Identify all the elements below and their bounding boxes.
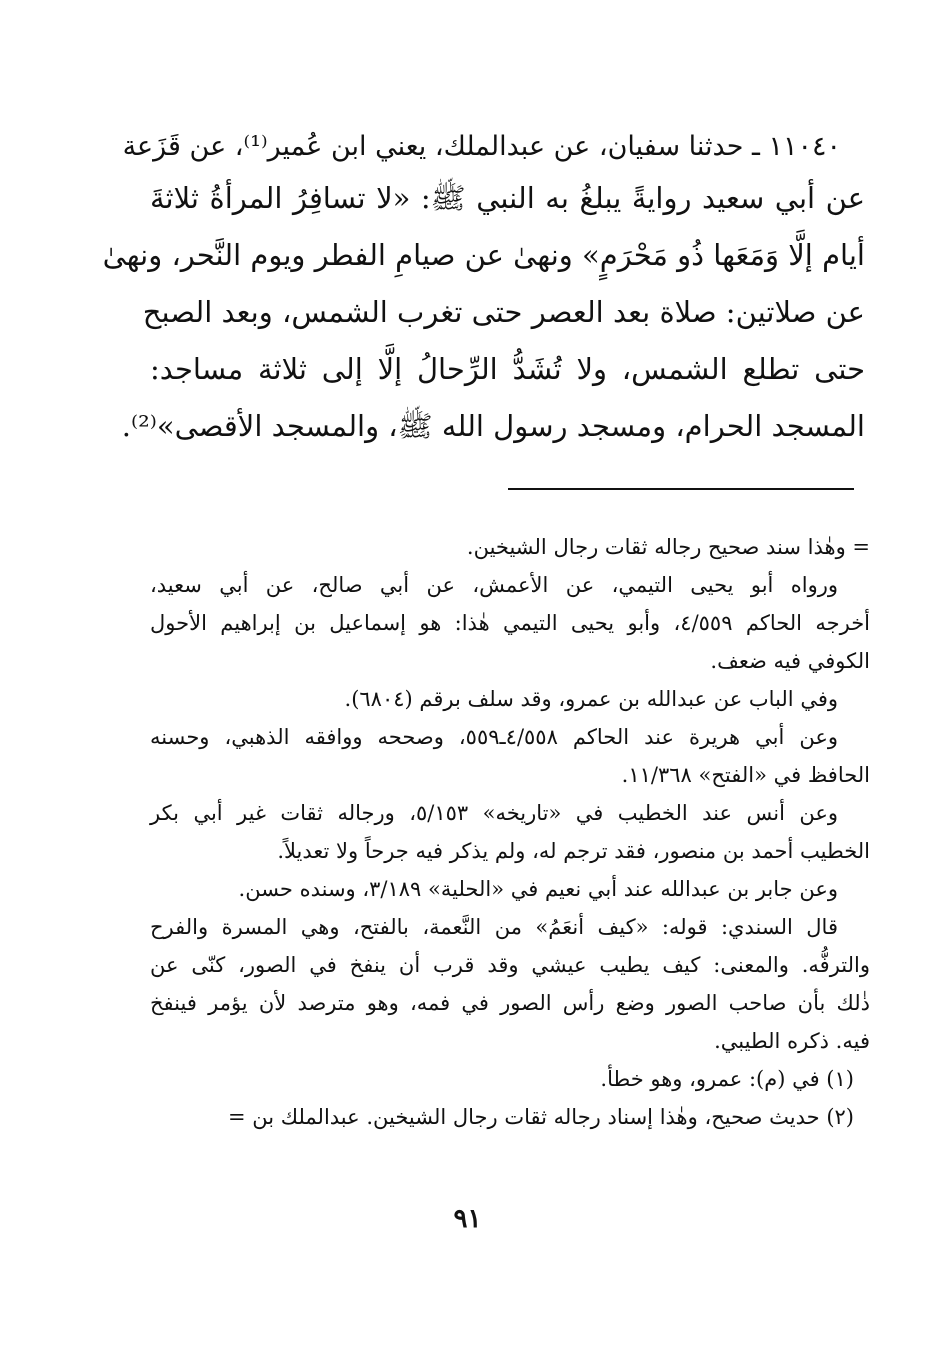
footnote-line: الحافظ في «الفتح» ١١/٣٦٨. <box>621 763 870 787</box>
footnote-line: فيه. ذكره الطيبي. <box>714 1029 870 1053</box>
footnote-line: الكوفي فيه ضعف. <box>710 649 870 673</box>
footnote-line: وعن أنس عند الخطيب في «تاريخه» ٥/١٥٣، ورجاله ثقات غير أبي بكر <box>150 801 838 825</box>
page-number: ٩١ <box>453 1204 482 1234</box>
footnote-1: (١) في (م): عمرو، وهو خطأ. <box>600 1067 854 1091</box>
hadith-line: عن أبي سعيد روايةً يبلغُ به النبي ﷺ: «لا تسافِرُ المرأةُ ثلاثةَ <box>150 181 865 215</box>
hadith-line: أيام إلَّا وَمَعَها ذُو مَحْرَمٍ» ونهىٰ عن صيامِ الفطر ويوم النَّحر، ونهىٰ <box>102 238 865 272</box>
footnote-line: = وهٰذا سند صحيح رجاله ثقات رجال الشيخين. <box>466 535 870 559</box>
footnote-line: وفي الباب عن عبدالله بن عمرو، وقد سلف برقم (٦٨٠٤). <box>344 687 838 711</box>
hadith-line: حتى تطلع الشمس، ولا تُشَدُّ الرِّحالُ إلَّا إلى ثلاثة مساجد: <box>150 352 865 386</box>
footnote-line: قال السندي: قوله: «كيف أنعَمُ» من النَّعمة، بالفتح، وهي المسرة والفرح <box>150 915 838 939</box>
footnote-separator <box>508 488 854 490</box>
hadith-line: ١١٠٤٠ ـ حدثنا سفيان، عن عبدالملك، يعني ابن عُمير⁽¹⁾، عن قَزَعة <box>122 131 841 162</box>
footnote-line: وعن جابر بن عبدالله عند أبي نعيم في «الحلية» ٣/١٨٩، وسنده حسن. <box>238 877 838 901</box>
footnotes <box>150 528 870 1136</box>
footnote-line: وعن أبي هريرة عند الحاكم ٤/٥٥٨ـ٥٥٩، وصححه ووافقه الذهبي، وحسنه <box>150 725 838 749</box>
hadith-text <box>102 124 865 455</box>
footnote-line: الخطيب أحمد بن منصور، فقد ترجم له، ولم يذكر فيه جرحاً ولا تعديلاً. <box>277 839 870 863</box>
hadith-line: عن صلاتين: صلاة بعد العصر حتى تغرب الشمس، وبعد الصبح <box>142 295 865 329</box>
hadith-line: المسجد الحرام، ومسجد رسول الله ﷺ، والمسجد الأقصى»⁽²⁾. <box>121 409 865 443</box>
footnote-line: أخرجه الحاكم ٤/٥٥٩، وأبو يحيى التيمي هٰذا: هو إسماعيل بن إبراهيم الأحول <box>150 611 871 635</box>
footnote-line: ورواه أبو يحيى التيمي، عن الأعمش، عن أبي صالح، عن أبي سعيد، <box>150 573 838 597</box>
footnote-line: ذٰلك بأن صاحب الصور وضع رأس الصور في فمه، وهو مترصد لأن يؤمر فينفخ <box>150 991 870 1015</box>
footnote-2: (٢) حديث صحيح، وهٰذا إسناد رجاله ثقات رجال الشيخين. عبدالملك بن = <box>227 1105 854 1129</box>
footnote-line: والترفُّه. والمعنى: كيف يطيب عيشي وقد قرب أن ينفخ في الصور، كنّى عن <box>150 953 870 977</box>
